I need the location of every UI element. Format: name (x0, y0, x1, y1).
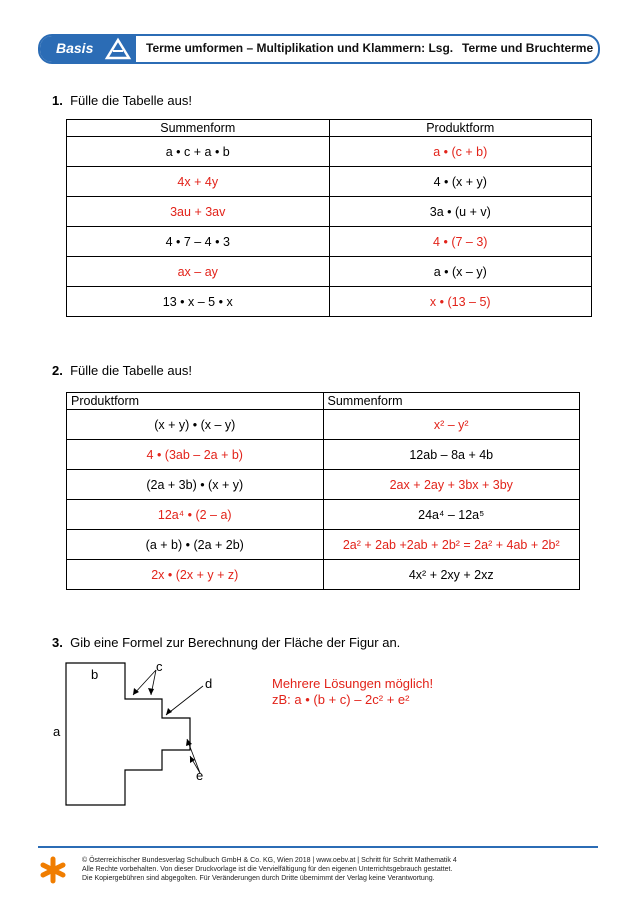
task1-heading (52, 93, 192, 108)
logo-text: Basis (56, 40, 94, 56)
table-row (67, 440, 580, 470)
header-title: Terme umformen – Multiplikation und Klammern: Lsg. (146, 41, 454, 55)
table-cell-answer: 4 • (7 – 3) (329, 227, 592, 257)
header-topic: Terme und Bruchterme (462, 41, 594, 55)
label-c: c (156, 659, 163, 674)
label-d: d (205, 676, 213, 691)
table-cell-answer: 12a⁴ • (2 – a) (67, 500, 324, 530)
table-cell: 24a⁴ – 12a⁵ (323, 500, 580, 530)
table-cell: (a + b) • (2a + 2b) (67, 530, 324, 560)
table-header-cell: Summenform (67, 120, 330, 137)
table-row (67, 257, 592, 287)
footer-line-2: Alle Rechte vorbehalten. Von dieser Druckvorlage ist die Vervielfältigung für den eigenen Unterrichtsgebrauch gestattet. (82, 866, 453, 873)
task3-number: 3. (52, 635, 63, 650)
table-cell: (2a + 3b) • (x + y) (67, 470, 324, 500)
task1-table (66, 119, 592, 317)
triangle-logo-icon (104, 37, 132, 61)
table-cell-answer: 2a² + 2ab +2ab + 2b² = 2a² + 4ab + 2b² (323, 530, 580, 560)
table-row (67, 287, 592, 317)
table-row (67, 227, 592, 257)
table-cell: 3a • (u + v) (329, 197, 592, 227)
label-a: a (53, 724, 61, 739)
table-cell: a • c + a • b (67, 137, 330, 167)
label-b: b (91, 667, 99, 682)
table-header-row (67, 393, 580, 410)
task3-heading (52, 635, 400, 650)
table-cell-answer: a • (c + b) (329, 137, 592, 167)
task2-number: 2. (52, 363, 63, 378)
task3-text: Gib eine Formel zur Berechnung der Fläche der Figur an. (70, 635, 401, 650)
footer-line-3: Die Kopiergebühren sind abgegolten. Für Veränderungen durch Dritte übernimmt der Verlag keine Verantwortung. (82, 875, 435, 882)
table-cell-answer: 3au + 3av (67, 197, 330, 227)
table-cell-answer: 2x • (2x + y + z) (67, 560, 324, 590)
task2-table (66, 392, 580, 590)
table-cell: (x + y) • (x – y) (67, 410, 324, 440)
table-row (67, 167, 592, 197)
table-cell-answer: x • (13 – 5) (329, 287, 592, 317)
table-row (67, 410, 580, 440)
answer-note: Mehrere Lösungen möglich! (272, 676, 434, 691)
table-header-cell: Summenform (323, 393, 580, 410)
table-row (67, 137, 592, 167)
table-row (67, 470, 580, 500)
answer-formula: zB: a • (b + c) – 2c² + e² (272, 692, 410, 707)
task1-number: 1. (52, 93, 63, 108)
footer-text (82, 856, 457, 883)
table-cell-answer: 4 • (3ab – 2a + b) (67, 440, 324, 470)
table-row (67, 560, 580, 590)
footer-divider (38, 846, 598, 848)
task1-text: Fülle die Tabelle aus! (70, 93, 192, 108)
table-cell-answer: ax – ay (67, 257, 330, 287)
table-cell: 4 • 7 – 4 • 3 (67, 227, 330, 257)
table-row (67, 530, 580, 560)
table-row (67, 500, 580, 530)
table-header-row (67, 120, 592, 137)
table-cell: 4 • (x + y) (329, 167, 592, 197)
table-header-cell: Produktform (67, 393, 324, 410)
table-cell: 12ab – 8a + 4b (323, 440, 580, 470)
task2-text: Fülle die Tabelle aus! (70, 363, 192, 378)
table-cell-answer: x² – y² (323, 410, 580, 440)
task2-heading (52, 363, 192, 378)
publisher-star-icon (40, 856, 66, 884)
table-cell-answer: 2ax + 2ay + 3bx + 3by (323, 470, 580, 500)
footer-line-1: © Österreichischer Bundesverlag Schulbuch GmbH & Co. KG, Wien 2018 | www.oebv.at | Schritt für Schritt Mathematik 4 (82, 857, 457, 864)
table-cell-answer: 4x + 4y (67, 167, 330, 197)
label-e: e (196, 768, 204, 783)
table-header-cell: Produktform (329, 120, 592, 137)
table-cell: a • (x – y) (329, 257, 592, 287)
table-cell: 13 • x – 5 • x (67, 287, 330, 317)
table-row (67, 197, 592, 227)
table-cell: 4x² + 2xy + 2xz (323, 560, 580, 590)
